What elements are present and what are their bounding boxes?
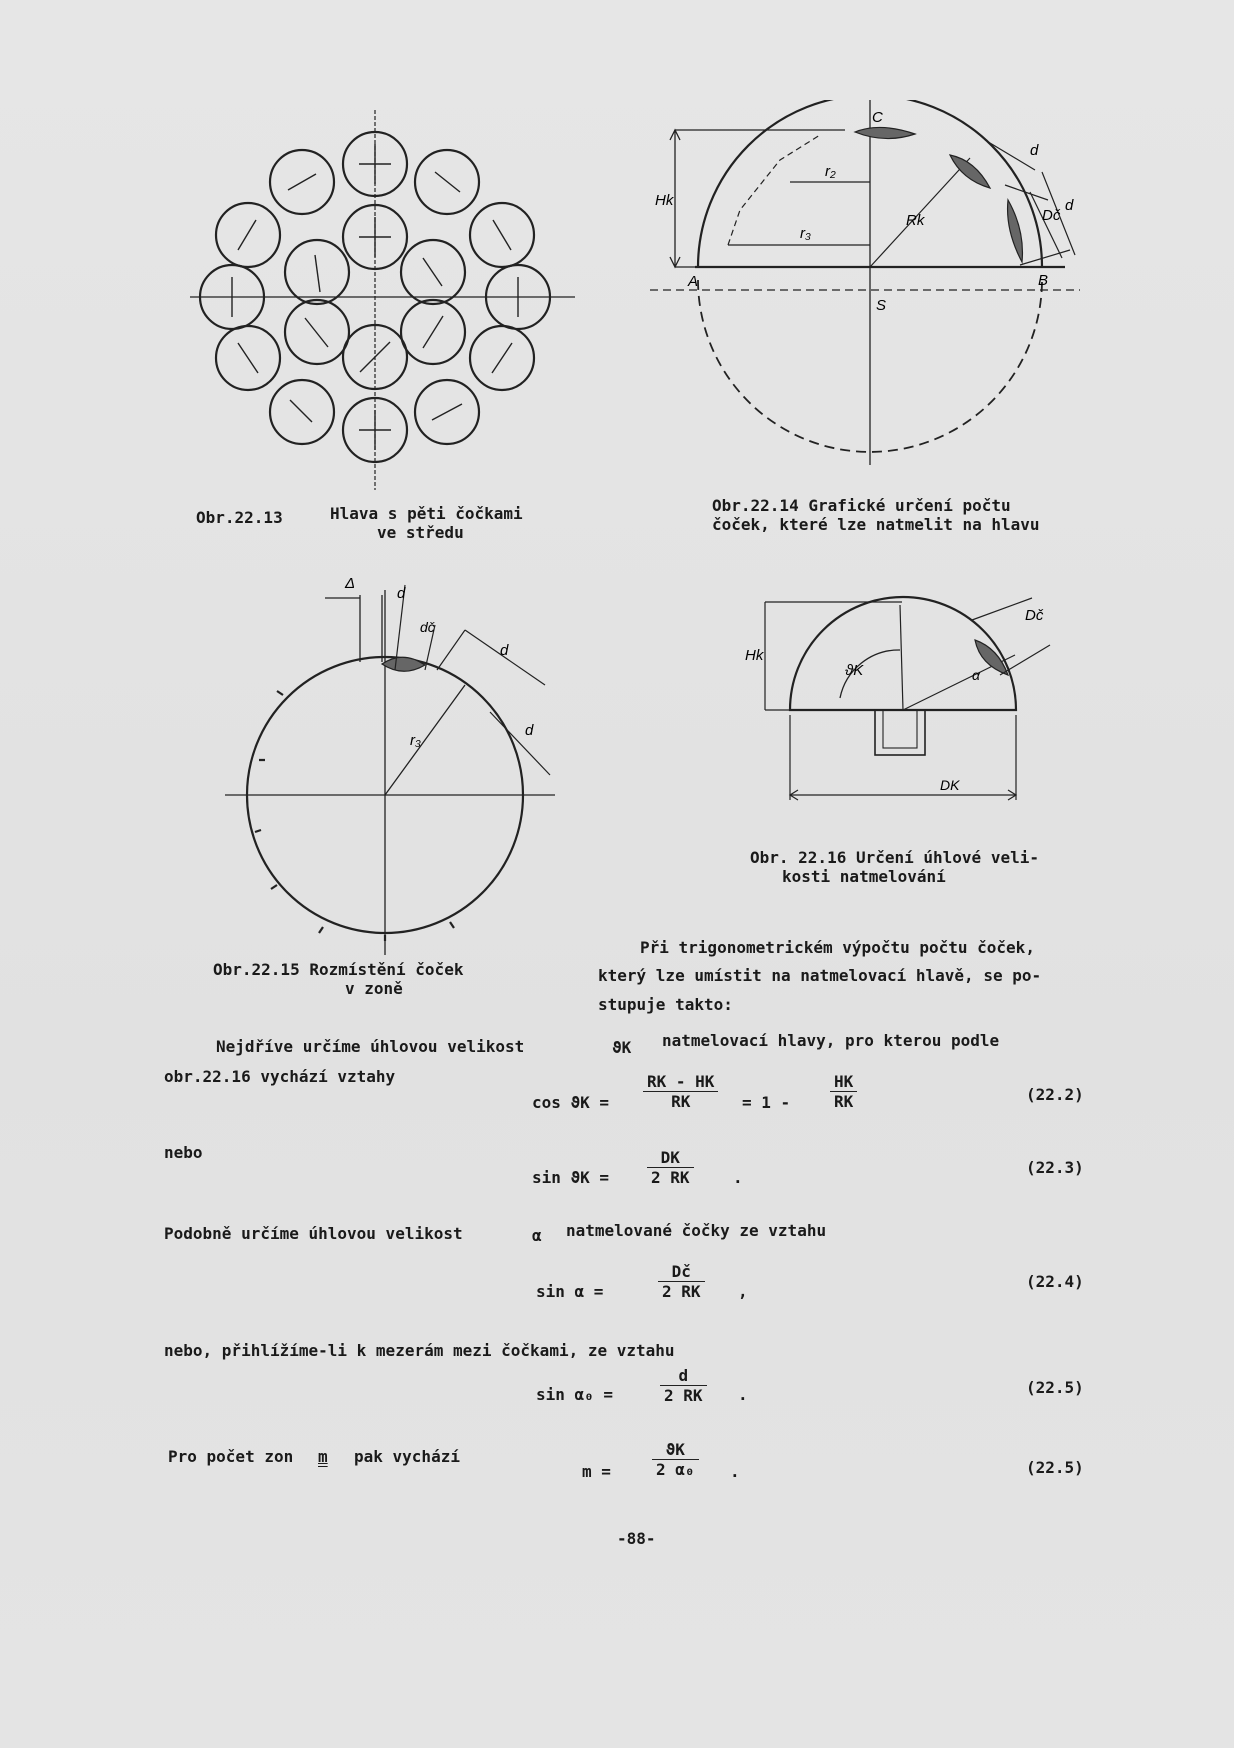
eq-22-2-fraction-1 [643,1072,718,1111]
figure-22-15 [225,570,565,960]
label-dc: dč [420,619,435,635]
label-alpha: α [972,667,980,683]
label-delta: Δ [345,575,356,592]
caption-22-15-line1: Obr.22.15 Rozmístění čoček [213,960,464,979]
caption-22-13-num: Obr.22.13 [196,508,283,527]
eq-22-2-lhs: cos ϑK = [532,1093,610,1112]
paragraph-2-part-a: Nejdříve určíme úhlovou velikost [216,1037,525,1056]
paragraph-1-line-1: Při trigonometrickém výpočtu počtu čoček, [640,938,1035,957]
page-number: -88- [617,1529,656,1548]
figure-22-13 [180,100,580,490]
caption-22-15-line2: v zoně [345,979,403,998]
paragraph-4: nebo, přihlížíme-li k mezerám mezi čočkami, ze vztahu [164,1341,675,1360]
caption-22-13-line1: Hlava s pěti čočkami [330,504,523,523]
eq-22-5b-lhs: m = [582,1462,611,1481]
eq-22-2-fraction-2 [830,1072,857,1111]
label-r2: r₂ [825,163,836,180]
eq-22-5b-den: 2 α₀ [656,1460,695,1479]
eq-22-3-lhs: sin ϑK = [532,1168,610,1187]
eq-22-5a-tail: . [738,1385,748,1404]
label-r3: r₃ [800,225,811,242]
caption-22-14-line1: Obr.22.14 Grafické určení počtu [712,496,1011,515]
eq-22-3-den: 2 RK [651,1168,690,1187]
label-s: S [876,297,887,314]
label-hk: Hk [745,647,764,664]
caption-22-14-line2: čoček, které lze natmelit na hlavu [712,515,1040,534]
eq-22-5a-fraction [660,1366,707,1405]
label-rk: Rk [906,212,925,229]
label-a: A [688,273,699,290]
eq-22-5b-tail: . [730,1462,740,1481]
eq-22-3-fraction [647,1148,694,1187]
label-d2: d [1065,197,1074,214]
paragraph-1-line-3: stupuje takto: [598,995,733,1014]
eq-22-4-den: 2 RK [662,1282,701,1301]
paragraph-2-part-b: natmelovací hlavy, pro kterou podle [662,1031,1000,1050]
eq-22-4-num: Dč [658,1262,705,1282]
paragraph-1-line-2: který lze umístit na natmelovací hlavě, se po- [598,966,1042,985]
caption-22-16-line1: Obr. 22.16 Určení úhlové veli- [750,848,1039,867]
nebo-text: nebo [164,1143,203,1162]
eq-22-2-number: (22.2) [1026,1085,1084,1104]
eq-22-2-den2: RK [834,1092,854,1111]
label-d1: d [1030,142,1039,159]
eq-22-5b-fraction [652,1440,699,1479]
eq-22-4-lhs: sin α = [536,1282,604,1301]
figure-22-16 [740,580,1070,810]
eq-22-4-fraction [658,1262,705,1301]
paragraph-3-part-b: natmelované čočky ze vztahu [566,1221,827,1240]
lens-circle [285,300,349,364]
eq-22-5a-num: d [660,1366,707,1386]
label-d3: d [525,722,534,739]
eq-22-2-mid: = 1 - [742,1093,791,1112]
eq-22-2-num: RK - HK [643,1072,718,1092]
eq-22-5b-number: (22.5) [1026,1458,1084,1477]
paragraph-5-m: m [318,1447,328,1466]
label-dc: Dč [1042,207,1061,224]
label-dk: DK [940,777,960,793]
paragraph-3-part-a: Podobně určíme úhlovou velikost [164,1224,463,1243]
label-c: C [872,109,883,126]
eq-22-5a-den: 2 RK [664,1386,703,1405]
eq-22-5a-number: (22.5) [1026,1378,1084,1397]
inline-alpha: α [532,1226,542,1245]
caption-22-16-line2: kosti natmelování [782,867,946,886]
figure-22-14 [650,100,1100,470]
eq-22-5a-lhs: sin α₀ = [536,1385,614,1404]
eq-22-4-number: (22.4) [1026,1272,1084,1291]
caption-22-13-line2: ve středu [377,523,464,542]
label-r3: r₃ [410,732,421,749]
eq-22-3-tail: . [733,1168,743,1187]
label-theta: ϑK [845,662,864,679]
paragraph-5-part-a: Pro počet zon [168,1447,294,1466]
inline-theta-k: ϑK [612,1038,632,1057]
label-b: B [1038,272,1049,289]
label-d2: d [500,642,509,659]
paragraph-2-part-c: obr.22.16 vychází vztahy [164,1067,396,1086]
eq-22-3-num: DK [647,1148,694,1168]
eq-22-2-num2: HK [830,1072,857,1092]
eq-22-2-den: RK [671,1092,691,1111]
label-dc: Dč [1025,607,1044,624]
paragraph-5-part-b: pak vychází [354,1447,460,1466]
label-hk: Hk [655,192,674,209]
eq-22-4-tail: , [738,1282,748,1301]
label-d1: d [397,585,406,602]
eq-22-5b-num: ϑK [652,1440,699,1460]
eq-22-3-number: (22.3) [1026,1158,1084,1177]
lens-circle [216,203,280,267]
